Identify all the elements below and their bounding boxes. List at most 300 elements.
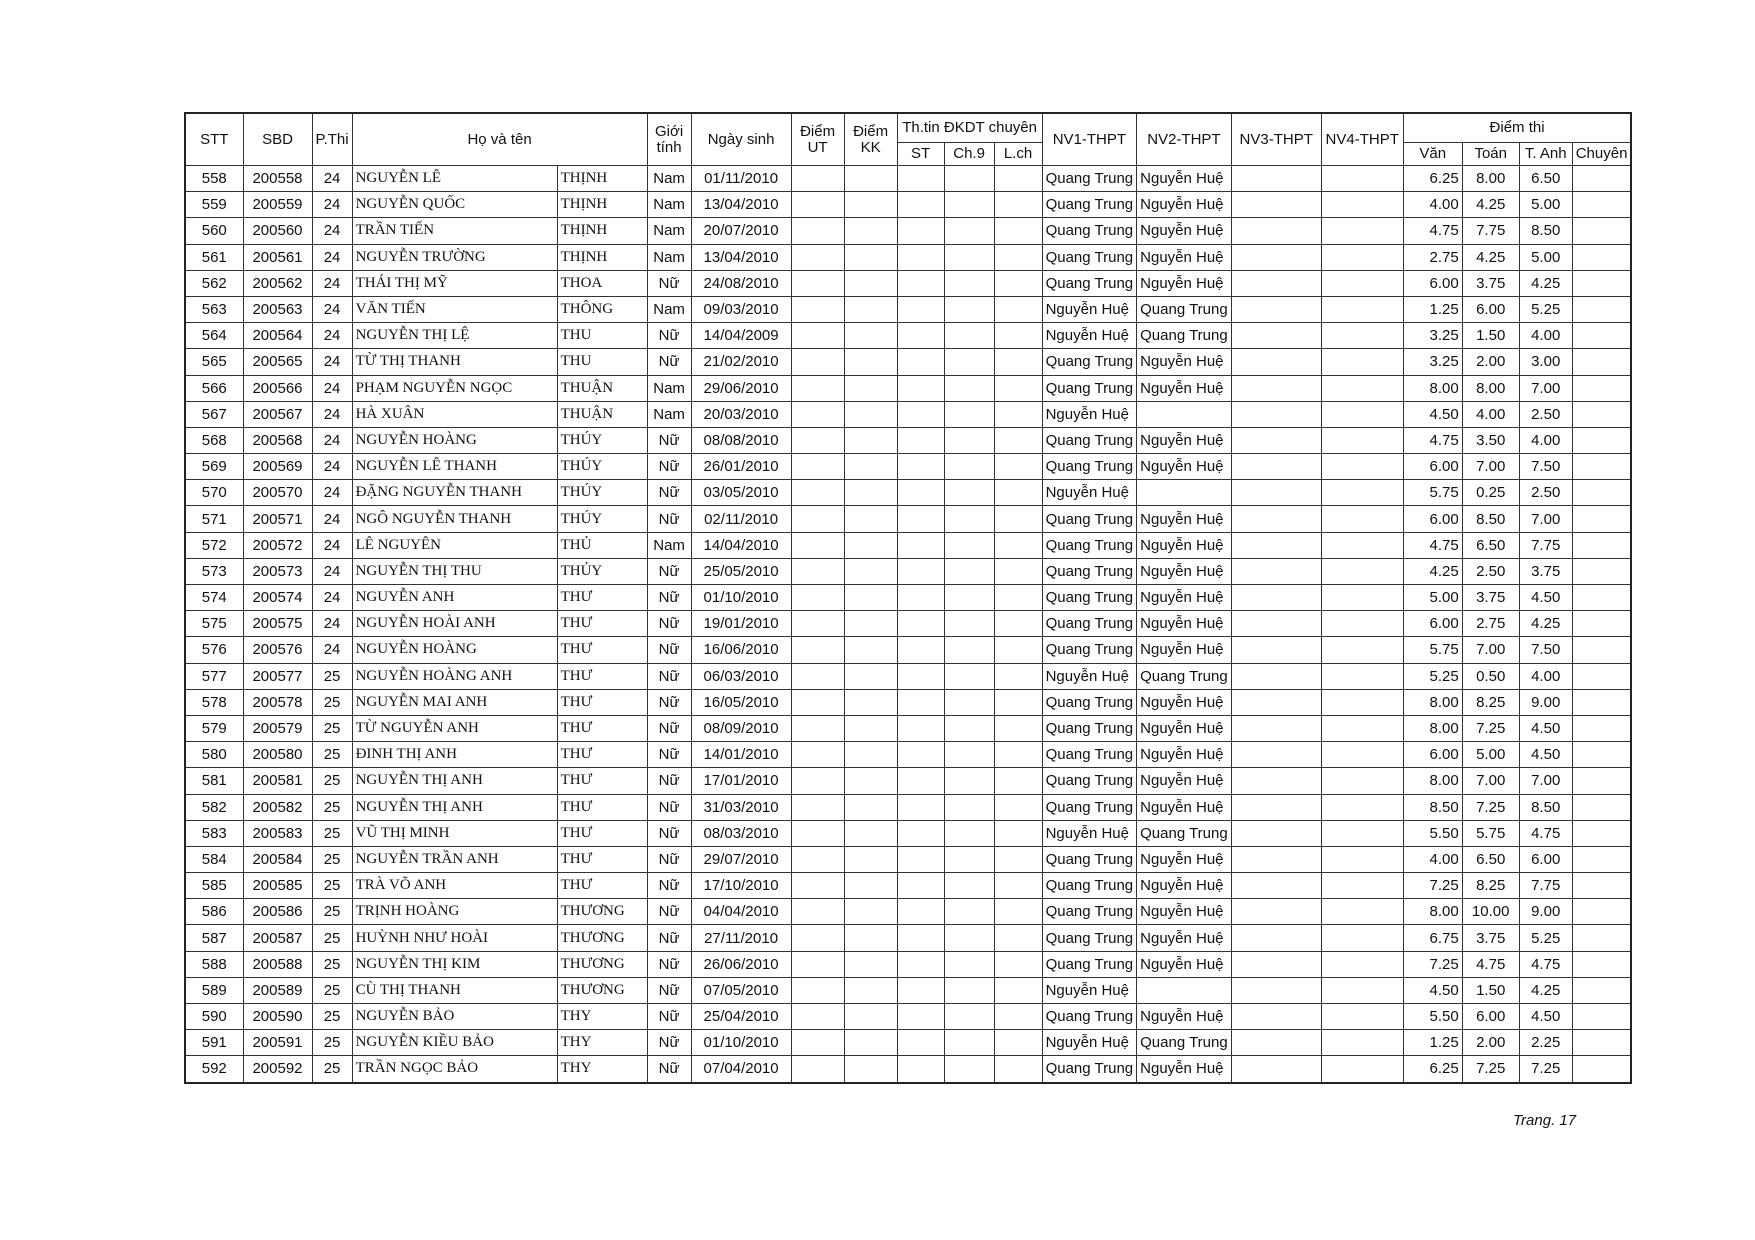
cell-nv3 [1231,689,1321,715]
cell-ho: TỪ NGUYỄN ANH [352,715,557,741]
table-row [185,375,1631,401]
cell-phong-thi: 24 [312,296,352,322]
cell-ho: NGUYỄN LÊ [352,166,557,192]
cell-ngay-sinh: 29/07/2010 [691,846,791,872]
cell-st [897,218,944,244]
cell-lch [994,270,1042,296]
cell-nv2: Nguyễn Huệ [1137,558,1232,584]
cell-tanh: 4.25 [1519,977,1572,1003]
cell-ten: THƯ [557,820,647,846]
cell-ten: THÚY [557,506,647,532]
cell-st [897,480,944,506]
cell-van: 5.75 [1403,480,1462,506]
cell-nv4 [1321,585,1403,611]
cell-phong-thi: 25 [312,899,352,925]
cell-nv2: Nguyễn Huệ [1137,794,1232,820]
cell-diem-ut [791,480,844,506]
cell-toan: 3.75 [1462,270,1519,296]
cell-stt: 562 [185,270,243,296]
cell-gioi-tinh: Nữ [647,480,691,506]
cell-ngay-sinh: 27/11/2010 [691,925,791,951]
cell-van: 8.00 [1403,768,1462,794]
cell-diem-ut [791,585,844,611]
cell-nv2 [1137,401,1232,427]
cell-diem-ut [791,611,844,637]
cell-ten: THUẬN [557,375,647,401]
cell-chuyen [1572,401,1631,427]
cell-stt: 560 [185,218,243,244]
cell-st [897,742,944,768]
cell-stt: 567 [185,401,243,427]
cell-tanh: 7.25 [1519,1056,1572,1083]
cell-ch9 [944,401,994,427]
cell-ho: ĐẶNG NGUYỄN THANH [352,480,557,506]
cell-ho: TRẦN NGỌC BẢO [352,1056,557,1083]
cell-chuyen [1572,742,1631,768]
cell-phong-thi: 25 [312,951,352,977]
cell-ten: THƯ [557,873,647,899]
cell-nv3 [1231,1004,1321,1030]
cell-sbd: 200558 [243,166,312,192]
cell-lch [994,925,1042,951]
cell-sbd: 200568 [243,427,312,453]
cell-gioi-tinh: Nữ [647,899,691,925]
cell-lch [994,768,1042,794]
table-body [185,166,1631,1083]
table-row [185,218,1631,244]
cell-gioi-tinh: Nam [647,192,691,218]
cell-st [897,401,944,427]
cell-diem-kk [844,454,897,480]
cell-gioi-tinh: Nam [647,401,691,427]
cell-tanh: 4.50 [1519,585,1572,611]
cell-nv2: Nguyễn Huệ [1137,873,1232,899]
cell-stt: 569 [185,454,243,480]
cell-ngay-sinh: 31/03/2010 [691,794,791,820]
cell-nv1: Nguyễn Huệ [1042,820,1137,846]
cell-ch9 [944,742,994,768]
cell-diem-kk [844,637,897,663]
cell-st [897,977,944,1003]
cell-toan: 6.00 [1462,296,1519,322]
cell-nv3 [1231,323,1321,349]
cell-phong-thi: 24 [312,166,352,192]
cell-tanh: 4.75 [1519,820,1572,846]
cell-nv3 [1231,506,1321,532]
cell-stt: 565 [185,349,243,375]
cell-phong-thi: 24 [312,323,352,349]
cell-ho: NGUYỄN THỊ ANH [352,768,557,794]
cell-nv2: Nguyễn Huệ [1137,270,1232,296]
cell-diem-kk [844,323,897,349]
cell-gioi-tinh: Nữ [647,427,691,453]
cell-nv1: Quang Trung [1042,585,1137,611]
cell-toan: 5.75 [1462,820,1519,846]
cell-nv4 [1321,166,1403,192]
cell-chuyen [1572,454,1631,480]
cell-nv2: Nguyễn Huệ [1137,375,1232,401]
cell-ch9 [944,611,994,637]
cell-ch9 [944,218,994,244]
cell-diem-kk [844,611,897,637]
results-table [184,112,1632,1084]
cell-diem-ut [791,663,844,689]
header-sbd: SBD [243,113,312,166]
cell-nv2: Quang Trung [1137,1030,1232,1056]
header-phong-thi: P.Thi [312,113,352,166]
cell-tanh: 4.25 [1519,611,1572,637]
cell-nv1: Nguyễn Huệ [1042,323,1137,349]
cell-st [897,663,944,689]
cell-nv3 [1231,218,1321,244]
cell-ch9 [944,1004,994,1030]
cell-ho: NGUYỄN THỊ THU [352,558,557,584]
cell-ch9 [944,846,994,872]
cell-toan: 4.25 [1462,192,1519,218]
cell-sbd: 200581 [243,768,312,794]
table-row [185,349,1631,375]
cell-chuyen [1572,689,1631,715]
cell-nv1: Nguyễn Huệ [1042,663,1137,689]
cell-chuyen [1572,663,1631,689]
cell-gioi-tinh: Nam [647,218,691,244]
cell-ch9 [944,794,994,820]
cell-diem-kk [844,585,897,611]
cell-van: 3.25 [1403,349,1462,375]
cell-ngay-sinh: 26/06/2010 [691,951,791,977]
cell-ch9 [944,768,994,794]
cell-diem-ut [791,873,844,899]
cell-ngay-sinh: 24/08/2010 [691,270,791,296]
cell-lch [994,846,1042,872]
cell-st [897,532,944,558]
cell-ho: PHẠM NGUYỄN NGỌC [352,375,557,401]
cell-sbd: 200579 [243,715,312,741]
cell-chuyen [1572,768,1631,794]
cell-ngay-sinh: 26/01/2010 [691,454,791,480]
cell-lch [994,244,1042,270]
cell-sbd: 200561 [243,244,312,270]
cell-tanh: 4.00 [1519,663,1572,689]
cell-gioi-tinh: Nữ [647,846,691,872]
header-st: ST [897,143,944,166]
cell-chuyen [1572,532,1631,558]
cell-st [897,1030,944,1056]
cell-nv3 [1231,427,1321,453]
cell-sbd: 200584 [243,846,312,872]
cell-diem-kk [844,532,897,558]
cell-ten: THU [557,323,647,349]
cell-diem-ut [791,820,844,846]
cell-nv2: Nguyễn Huệ [1137,166,1232,192]
cell-ngay-sinh: 08/03/2010 [691,820,791,846]
cell-tanh: 7.00 [1519,506,1572,532]
cell-nv2: Nguyễn Huệ [1137,585,1232,611]
cell-diem-ut [791,742,844,768]
cell-tanh: 9.00 [1519,689,1572,715]
cell-nv1: Quang Trung [1042,794,1137,820]
cell-van: 7.25 [1403,951,1462,977]
header-nv3: NV3-THPT [1231,113,1321,166]
table-row [185,794,1631,820]
cell-ten: THỊNH [557,218,647,244]
cell-st [897,349,944,375]
cell-lch [994,323,1042,349]
table-row [185,1004,1631,1030]
cell-lch [994,480,1042,506]
cell-gioi-tinh: Nữ [647,742,691,768]
cell-stt: 575 [185,611,243,637]
cell-diem-kk [844,558,897,584]
cell-stt: 563 [185,296,243,322]
cell-sbd: 200591 [243,1030,312,1056]
cell-diem-ut [791,375,844,401]
cell-st [897,689,944,715]
cell-chuyen [1572,846,1631,872]
cell-nv2: Nguyễn Huệ [1137,192,1232,218]
cell-ch9 [944,375,994,401]
cell-toan: 2.00 [1462,349,1519,375]
cell-sbd: 200590 [243,1004,312,1030]
cell-toan: 7.25 [1462,794,1519,820]
cell-st [897,244,944,270]
cell-nv1: Quang Trung [1042,637,1137,663]
cell-phong-thi: 25 [312,1056,352,1083]
cell-ho: TRÀ VÕ ANH [352,873,557,899]
cell-ngay-sinh: 19/01/2010 [691,611,791,637]
header-ch9: Ch.9 [944,143,994,166]
cell-tanh: 7.00 [1519,768,1572,794]
cell-nv4 [1321,270,1403,296]
cell-gioi-tinh: Nữ [647,794,691,820]
cell-lch [994,637,1042,663]
cell-nv4 [1321,427,1403,453]
cell-gioi-tinh: Nam [647,244,691,270]
cell-chuyen [1572,1030,1631,1056]
cell-stt: 568 [185,427,243,453]
cell-diem-kk [844,715,897,741]
table-row [185,873,1631,899]
cell-ho: HÀ XUÂN [352,401,557,427]
cell-ch9 [944,585,994,611]
cell-nv4 [1321,899,1403,925]
cell-stt: 576 [185,637,243,663]
cell-ten: THƯƠNG [557,899,647,925]
table-row [185,585,1631,611]
cell-tanh: 4.00 [1519,427,1572,453]
cell-nv4 [1321,558,1403,584]
cell-diem-ut [791,558,844,584]
cell-stt: 561 [185,244,243,270]
cell-nv3 [1231,558,1321,584]
cell-toan: 3.75 [1462,925,1519,951]
cell-stt: 558 [185,166,243,192]
cell-nv4 [1321,532,1403,558]
table-row [185,925,1631,951]
cell-stt: 577 [185,663,243,689]
table-row [185,480,1631,506]
cell-diem-kk [844,506,897,532]
cell-ten: THỊNH [557,244,647,270]
cell-sbd: 200583 [243,820,312,846]
cell-st [897,899,944,925]
cell-toan: 5.00 [1462,742,1519,768]
cell-nv3 [1231,401,1321,427]
cell-sbd: 200572 [243,532,312,558]
cell-gioi-tinh: Nam [647,532,691,558]
table-row [185,977,1631,1003]
cell-stt: 559 [185,192,243,218]
cell-chuyen [1572,480,1631,506]
cell-nv3 [1231,375,1321,401]
cell-ch9 [944,637,994,663]
cell-gioi-tinh: Nữ [647,1056,691,1083]
header-nv2: NV2-THPT [1137,113,1232,166]
cell-st [897,427,944,453]
cell-st [897,558,944,584]
cell-sbd: 200589 [243,977,312,1003]
cell-ho: CÙ THỊ THANH [352,977,557,1003]
cell-ch9 [944,427,994,453]
cell-ten: THÚY [557,480,647,506]
cell-diem-ut [791,637,844,663]
cell-van: 4.75 [1403,427,1462,453]
cell-nv2: Nguyễn Huệ [1137,506,1232,532]
cell-ch9 [944,349,994,375]
cell-nv1: Quang Trung [1042,506,1137,532]
cell-van: 6.25 [1403,166,1462,192]
cell-chuyen [1572,270,1631,296]
cell-nv1: Quang Trung [1042,768,1137,794]
cell-diem-ut [791,270,844,296]
cell-ho: NGUYỄN BẢO [352,1004,557,1030]
cell-gioi-tinh: Nữ [647,270,691,296]
table-row [185,532,1631,558]
cell-lch [994,166,1042,192]
cell-sbd: 200577 [243,663,312,689]
table-row [185,611,1631,637]
cell-ngay-sinh: 13/04/2010 [691,244,791,270]
cell-ho: TỪ THỊ THANH [352,349,557,375]
cell-diem-kk [844,1030,897,1056]
cell-nv1: Nguyễn Huệ [1042,401,1137,427]
cell-nv3 [1231,715,1321,741]
cell-gioi-tinh: Nữ [647,925,691,951]
cell-tanh: 7.00 [1519,375,1572,401]
cell-ho: NGUYỄN TRẦN ANH [352,846,557,872]
cell-toan: 7.00 [1462,768,1519,794]
cell-phong-thi: 24 [312,401,352,427]
cell-toan: 2.75 [1462,611,1519,637]
cell-nv2: Nguyễn Huệ [1137,925,1232,951]
cell-phong-thi: 25 [312,663,352,689]
cell-phong-thi: 25 [312,1004,352,1030]
cell-chuyen [1572,1004,1631,1030]
cell-ten: THƯ [557,768,647,794]
cell-nv4 [1321,768,1403,794]
cell-ho: LÊ NGUYÊN [352,532,557,558]
cell-van: 1.25 [1403,296,1462,322]
cell-nv2: Nguyễn Huệ [1137,768,1232,794]
cell-nv4 [1321,1030,1403,1056]
cell-lch [994,558,1042,584]
cell-diem-ut [791,925,844,951]
cell-ch9 [944,480,994,506]
cell-ngay-sinh: 29/06/2010 [691,375,791,401]
cell-nv3 [1231,349,1321,375]
cell-nv1: Nguyễn Huệ [1042,296,1137,322]
cell-ho: THÁI THỊ MỸ [352,270,557,296]
cell-st [897,820,944,846]
cell-chuyen [1572,637,1631,663]
cell-phong-thi: 24 [312,427,352,453]
cell-diem-ut [791,1030,844,1056]
cell-st [897,873,944,899]
cell-nv4 [1321,192,1403,218]
cell-nv4 [1321,846,1403,872]
cell-stt: 566 [185,375,243,401]
cell-sbd: 200570 [243,480,312,506]
cell-diem-ut [791,951,844,977]
cell-st [897,585,944,611]
cell-phong-thi: 25 [312,689,352,715]
cell-nv2: Nguyễn Huệ [1137,1056,1232,1083]
cell-lch [994,585,1042,611]
cell-ch9 [944,820,994,846]
cell-lch [994,218,1042,244]
cell-gioi-tinh: Nữ [647,506,691,532]
cell-nv1: Quang Trung [1042,1056,1137,1083]
cell-nv3 [1231,532,1321,558]
cell-diem-kk [844,951,897,977]
cell-ho: NGUYỄN THỊ ANH [352,794,557,820]
cell-stt: 581 [185,768,243,794]
cell-gioi-tinh: Nữ [647,558,691,584]
cell-sbd: 200575 [243,611,312,637]
cell-phong-thi: 24 [312,585,352,611]
cell-ch9 [944,951,994,977]
cell-nv3 [1231,296,1321,322]
cell-nv2: Nguyễn Huệ [1137,244,1232,270]
cell-van: 5.75 [1403,637,1462,663]
cell-ch9 [944,166,994,192]
cell-st [897,192,944,218]
cell-sbd: 200563 [243,296,312,322]
cell-gioi-tinh: Nữ [647,663,691,689]
cell-chuyen [1572,977,1631,1003]
cell-ch9 [944,192,994,218]
cell-sbd: 200578 [243,689,312,715]
cell-ten: THƯƠNG [557,925,647,951]
cell-lch [994,506,1042,532]
cell-toan: 8.00 [1462,166,1519,192]
page-number: Trang. 17 [1513,1112,1577,1129]
cell-st [897,1056,944,1083]
cell-nv4 [1321,925,1403,951]
cell-ngay-sinh: 04/04/2010 [691,899,791,925]
cell-diem-kk [844,846,897,872]
table-row [185,846,1631,872]
cell-stt: 570 [185,480,243,506]
cell-nv1: Nguyễn Huệ [1042,977,1137,1003]
cell-phong-thi: 24 [312,375,352,401]
cell-chuyen [1572,349,1631,375]
header-toan: Toán [1462,143,1519,166]
cell-ten: THƯ [557,585,647,611]
cell-toan: 10.00 [1462,899,1519,925]
cell-nv3 [1231,585,1321,611]
cell-toan: 3.50 [1462,427,1519,453]
